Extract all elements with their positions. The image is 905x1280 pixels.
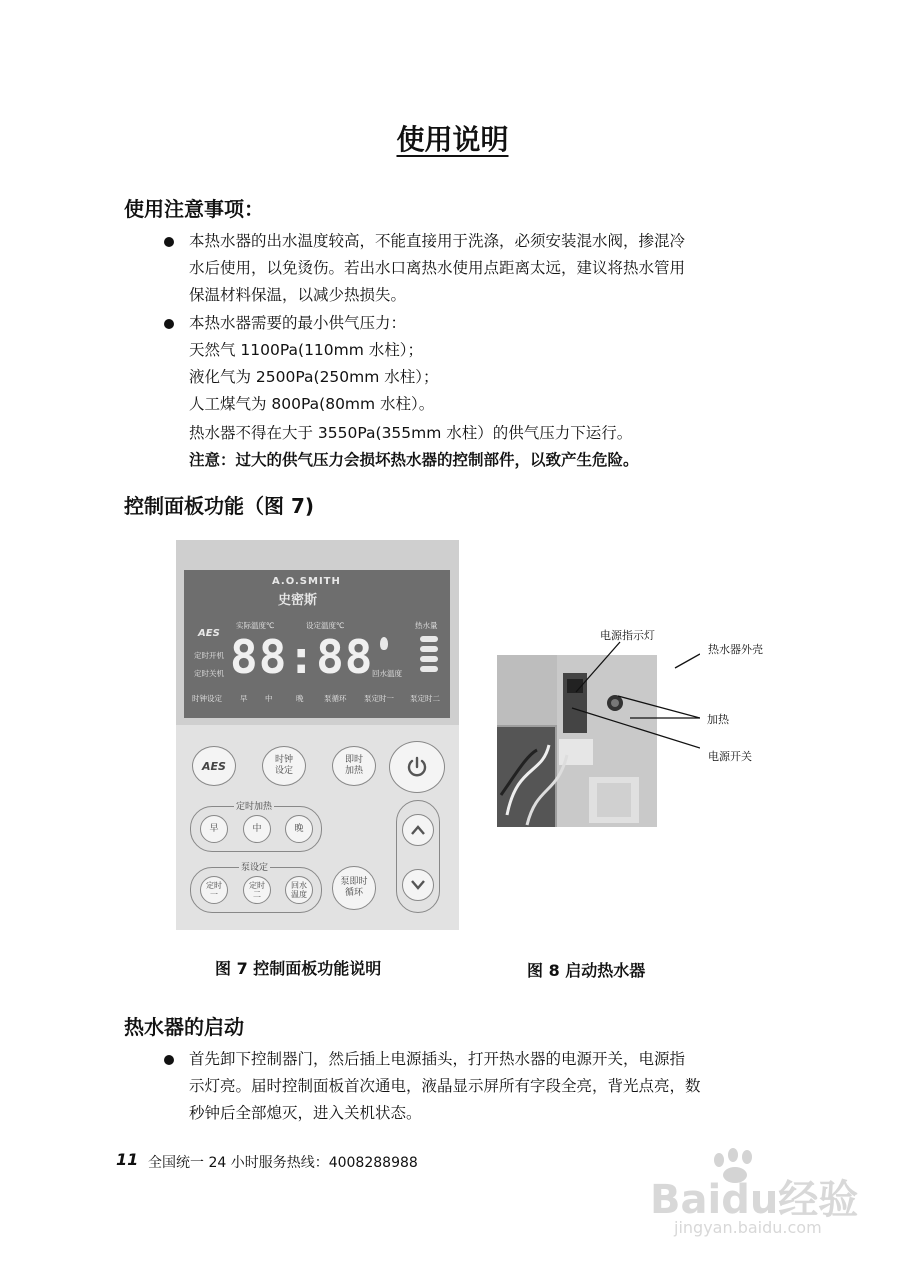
button-label: 温度 [291,890,307,899]
pump-instant-button[interactable] [332,866,376,910]
actual-temp-label: 实际温度℃ [236,621,275,630]
evening-button[interactable]: 晚 [285,815,313,843]
water-level-bar-icon [420,656,438,662]
up-button[interactable] [402,814,434,846]
timer-off-label: 定时关机 [194,669,224,678]
down-button[interactable] [402,869,434,901]
label-power-light: 电源指示灯 [600,629,655,642]
paragraph-line: 本热水器的出水温度较高，不能直接用于洗涤，必须安装混水阀，掺混冷 [189,232,686,250]
page-number: 11 [116,1150,139,1169]
button-label: 定时 [206,881,222,890]
button-label: 回水 [291,881,307,890]
figure-8-caption: 图 8 启动热水器 [527,961,646,980]
pump-timer1-button[interactable] [200,876,228,904]
bullet-dot [164,237,174,247]
lcd-bottom-label: 泵定时二 [410,694,440,703]
aes-button[interactable]: AES [192,746,236,786]
warning-text: 注意：过大的供气压力会损坏热水器的控制部件，以致产生危险。 [189,451,639,469]
water-level-bar-icon [420,636,438,642]
clock-set-button[interactable] [262,746,306,786]
brand-en: A.O.SMITH [272,576,341,587]
paragraph-line: 保温材料保温，以减少热损失。 [189,286,407,304]
chevron-down-icon [410,879,426,891]
group-label: 定时加热 [234,799,274,812]
morning-button[interactable]: 早 [200,815,228,843]
paragraph-line: 首先卸下控制器门，然后插上电源插头，打开热水器的电源开关，电源指 [189,1050,686,1068]
pump-timer2-button[interactable] [243,876,271,904]
chevron-up-icon [410,824,426,836]
pressure-lpg: 液化气为 2500Pa(250mm 水柱）； [189,368,439,386]
lcd-bottom-label: 早 [240,694,248,703]
paragraph-line: 秒钟后全部熄灭，进入关机状态。 [189,1104,422,1122]
set-temp-label: 设定温度℃ [306,621,345,630]
label-shell: 热水器外壳 [708,643,763,656]
pressure-natural-gas: 天然气 1100Pa(110mm 水柱）； [189,341,424,359]
callout-lines [560,630,700,760]
section-heading-precautions: 使用注意事项： [124,197,264,221]
lcd-bottom-label: 泵定时一 [364,694,394,703]
section-heading-control-panel: 控制面板功能（图 7) [124,494,315,518]
brand-cn: 史密斯 [278,593,318,608]
return-temp-label: 回水温度 [372,669,402,678]
button-label: 时钟 [274,755,293,765]
power-button[interactable] [389,741,445,793]
watermark-brand: Baidu经验 [650,1177,859,1223]
instant-heat-button[interactable] [332,746,376,786]
button-label: 二 [253,890,261,899]
paragraph-line: 水后使用，以免烫伤。若出水口离热水使用点距离太远，建议将热水管用 [189,259,686,277]
button-label: 循环 [344,888,363,898]
button-label: 泵即时 [340,877,368,887]
aes-logo: AES [198,628,220,639]
hot-water-label: 热水量 [415,621,438,630]
button-label: 加热 [344,766,363,776]
button-label: 一 [210,890,218,899]
page-title: 使用说明 [396,123,509,156]
bullet-dot [164,319,174,329]
label-heating: 加热 [707,713,729,726]
pressure-town-gas: 人工煤气为 800Pa(80mm 水柱）。 [189,395,435,413]
lcd-bottom-label: 泵循环 [324,694,347,703]
flame-icon [380,637,388,650]
group-label: 泵设定 [239,860,270,873]
lcd-bottom-label: 晚 [296,694,304,703]
lcd-bottom-label: 时钟设定 [192,694,222,703]
paragraph-line: 示灯亮。届时控制面板首次通电，液晶显示屏所有字段全亮，背光点亮，数 [189,1077,701,1095]
watermark-url: jingyan.baidu.com [674,1218,822,1237]
water-level-bar-icon [420,646,438,652]
water-level-bar-icon [420,666,438,672]
button-label: 定时 [249,881,265,890]
section-heading-startup: 热水器的启动 [124,1015,244,1039]
pressure-max: 热水器不得在大于 3550Pa(355mm 水柱）的供气压力下运行。 [189,424,633,442]
button-label: 设定 [274,766,293,776]
bullet-dot [164,1055,174,1065]
power-icon [405,755,429,779]
pressure-intro: 本热水器需要的最小供气压力： [189,314,407,332]
label-power-switch: 电源开关 [708,750,752,763]
button-label: 即时 [344,755,363,765]
figure-7-caption: 图 7 控制面板功能说明 [215,959,382,978]
timer-on-label: 定时开机 [194,651,224,660]
service-hotline: 全国统一 24 小时服务热线：4008288988 [148,1155,418,1171]
return-temp-button[interactable] [285,876,313,904]
lcd-digits: 88:88 [230,630,374,684]
noon-button[interactable]: 中 [243,815,271,843]
lcd-bottom-label: 中 [265,694,273,703]
